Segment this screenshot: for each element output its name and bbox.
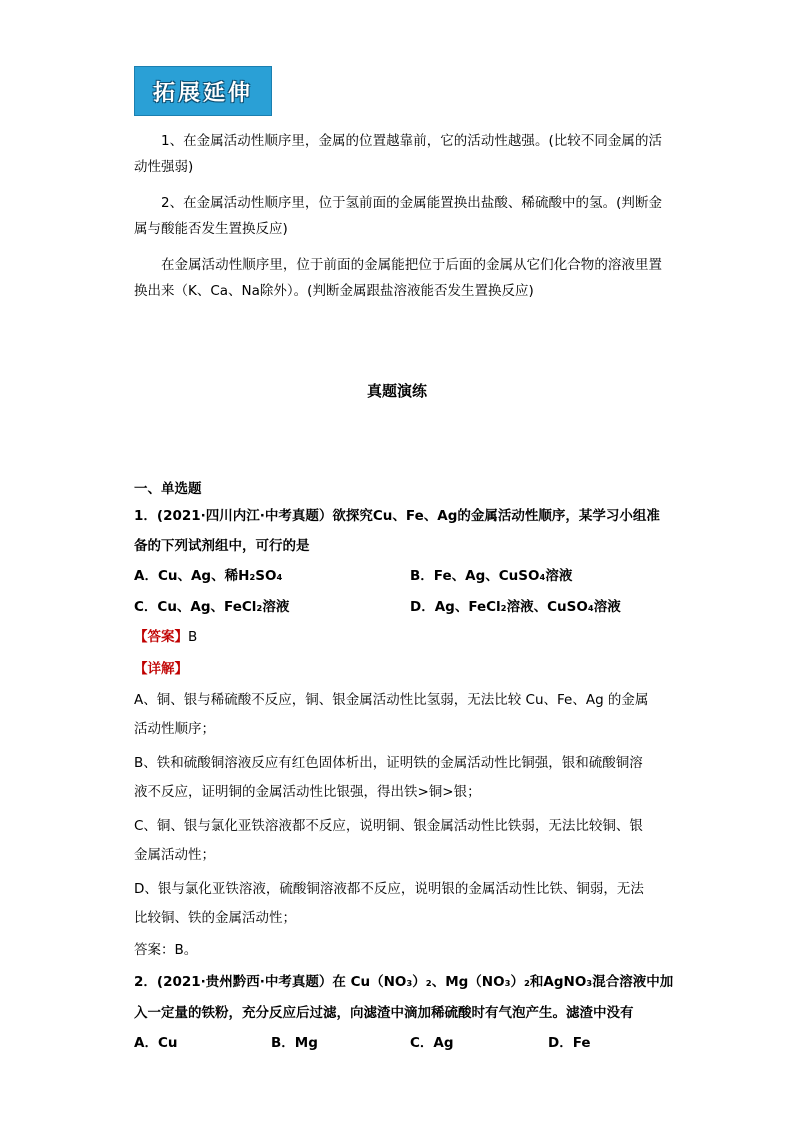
q1-explain-d: D、银与氯化亚铁溶液，硫酸铜溶液都不反应，说明银的金属活动性比铁、铜弱，无法 — [134, 881, 644, 897]
q1-option-c: C．Cu、Ag、FeCl₂溶液 — [134, 599, 290, 615]
section-badge — [134, 66, 272, 116]
q2-option-a: A．Cu — [134, 1035, 178, 1051]
q1-explain-d-cont: 比较铜、铁的金属活动性； — [134, 910, 296, 926]
q2-stem-line2: 入一定量的铁粉，充分反应后过滤，向滤渣中滴加稀硫酸时有气泡产生。滤渣中没有 — [134, 1005, 634, 1021]
q2-option-c: C．Ag — [410, 1035, 454, 1051]
ext-paragraph-3: 在金属活动性顺序里，位于前面的金属能把位于后面的金属从它们化合物的溶液里置换出来（K、Ca、Na除外）。(判断金属跟盐溶液能否发生置换反应) — [134, 257, 662, 299]
badge-label: 拓展延伸 — [152, 79, 253, 106]
q1-answer — [134, 627, 664, 647]
q2-option-b: B．Mg — [271, 1035, 318, 1051]
q1-stem-line1: 1．(2021·四川内江·中考真题）欲探究Cu、Fe、Ag的金属活动性顺序，某学习小组准 — [134, 508, 660, 524]
q1-option-b: B．Fe、Ag、CuSO₄溶液 — [410, 568, 573, 584]
q1-explain-c-cont: 金属活动性； — [134, 847, 215, 863]
q1-stem-line2: 备的下列试剂组中，可行的是 — [134, 538, 310, 554]
q1-explain-c: C、铜、银与氯化亚铁溶液都不反应，说明铜、银金属活动性比铁弱，无法比较铜、银 — [134, 818, 643, 834]
q1-explain-b: B、铁和硫酸铜溶液反应有红色固体析出，证明铁的金属活动性比铜强，银和硫酸铜溶 — [134, 755, 643, 771]
q1-detail-heading — [134, 659, 664, 679]
q1-option-d: D．Ag、FeCl₂溶液、CuSO₄溶液 — [410, 599, 621, 615]
detail-tag: 【详解】 — [134, 661, 188, 677]
q1-explain-b-cont: 液不反应，证明铜的金属活动性比银强，得出铁>铜>银； — [134, 784, 481, 800]
part-label: 一、单选题 — [134, 481, 202, 497]
ext-paragraph-2: 2、在金属活动性顺序里，位于氢前面的金属能置换出盐酸、稀硫酸中的氢。(判断金属与酸能否发生置换反应) — [134, 195, 662, 237]
q2-option-d: D．Fe — [548, 1035, 591, 1051]
q1-option-a: A．Cu、Ag、稀H₂SO₄ — [134, 568, 283, 584]
q1-final-answer: 答案：B。 — [134, 942, 198, 958]
q1-explain-a: A、铜、银与稀硫酸不反应，铜、银金属活动性比氢弱，无法比较 Cu、Fe、Ag 的金属 — [134, 692, 649, 708]
q1-explain-a-cont: 活动性顺序； — [134, 721, 215, 737]
q2-stem-line1: 2．(2021·贵州黔西·中考真题）在 Cu（NO₃）₂、Mg（NO₃）₂和AgNO₃混合溶液中加 — [134, 974, 674, 990]
section-title: 真题演练 — [366, 382, 427, 400]
ext-paragraph-1: 1、在金属活动性顺序里，金属的位置越靠前，它的活动性越强。(比较不同金属的活动性强弱) — [134, 133, 662, 175]
answer-value: B — [188, 629, 198, 645]
answer-tag: 【答案】 — [134, 629, 188, 645]
